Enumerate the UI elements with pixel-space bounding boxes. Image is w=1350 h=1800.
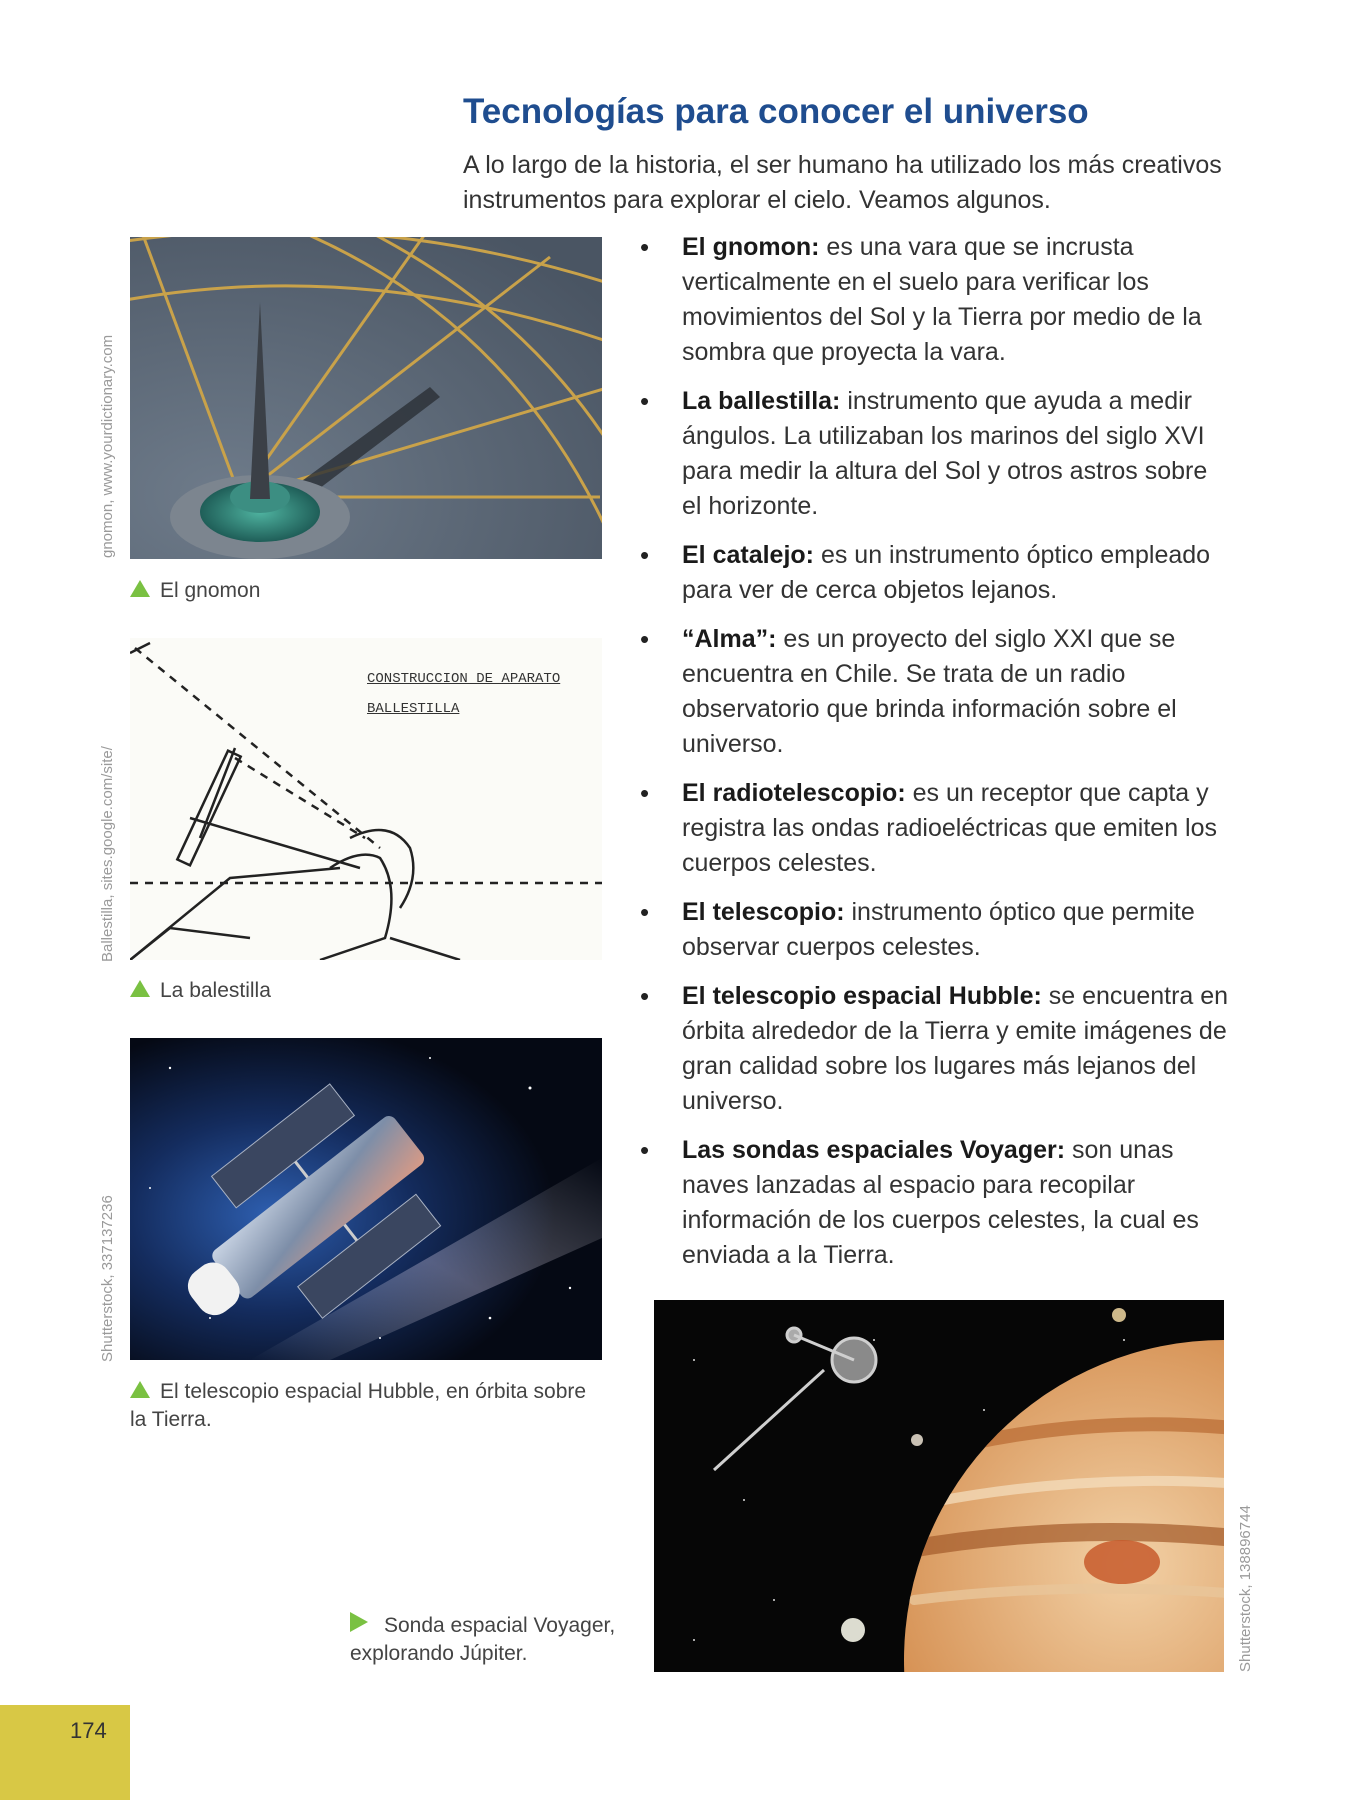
instrument-list	[640, 230, 1230, 1287]
page-number-bar	[0, 1705, 130, 1800]
definition: instrumento óptico que permite observar cuerpos celestes.	[682, 898, 1195, 961]
definition: es una vara que se incrusta verticalmente en el suelo para verificar los movimientos del Sol y la Tierra por medio de la sombra que proyecta la vara.	[682, 233, 1202, 366]
term: La ballestilla:	[682, 387, 841, 415]
term: El telescopio espacial Hubble:	[682, 982, 1042, 1010]
term: Las sondas espaciales Voyager:	[682, 1136, 1066, 1164]
list-item	[640, 622, 1230, 762]
page-number: 174	[70, 1718, 107, 1743]
ballestilla-label-1: CONSTRUCCION DE APARATO	[367, 671, 561, 687]
voyager-photo	[654, 1300, 1224, 1672]
list-item	[640, 895, 1230, 965]
definition: se encuentra en órbita alrededor de la Tierra y emite imágenes de gran calidad sobre los lugares más lejanos del universo.	[682, 982, 1229, 1115]
definition: son unas naves lanzadas al espacio para recopilar información de los cuerpos celestes, la cual es enviada a la Tierra.	[682, 1136, 1199, 1269]
triangle-right-marker-icon	[350, 1612, 368, 1632]
definition: es un receptor que capta y registra las ondas radioeléctricas que emiten los cuerpos celestes.	[682, 779, 1217, 877]
triangle-marker-icon	[130, 580, 150, 597]
ballestilla-label-2: BALLESTILLA	[367, 701, 460, 717]
definition: es un instrumento óptico empleado para ver de cerca objetos lejanos.	[682, 541, 1211, 604]
list-item	[640, 230, 1230, 370]
ballestilla-caption: La balestilla	[130, 977, 590, 1005]
hubble-photo	[130, 1038, 602, 1360]
definition: instrumento que ayuda a medir ángulos. La utilizaban los marinos del siglo XVI para medir la altura del Sol y otros astros sobre el horizonte.	[682, 387, 1208, 520]
term: “Alma”:	[682, 625, 777, 653]
hubble-credit: Shutterstock, 337137236	[99, 1195, 116, 1362]
list-item	[640, 776, 1230, 881]
term: El catalejo:	[682, 541, 814, 569]
list-item	[640, 979, 1230, 1119]
list-item	[640, 538, 1230, 608]
hubble-caption: El telescopio espacial Hubble, en órbita sobre la Tierra.	[130, 1380, 587, 1431]
triangle-marker-icon	[130, 1381, 150, 1398]
ballestilla-credit: Ballestilla, sites.google.com/site/	[99, 746, 116, 962]
term: El radiotelescopio:	[682, 779, 906, 807]
voyager-credit: Shutterstock, 138896744	[1237, 1505, 1254, 1672]
gnomon-credit: gnomon, www.yourdictionary.com	[99, 334, 116, 558]
term: El gnomon:	[682, 233, 820, 261]
term: El telescopio:	[682, 898, 845, 926]
gnomon-photo	[130, 237, 602, 559]
gnomon-caption: El gnomon	[130, 577, 590, 605]
ballestilla-illustration	[130, 638, 602, 960]
page-title: Tecnologías para conocer el universo	[463, 92, 1089, 131]
list-item	[640, 1133, 1230, 1273]
voyager-caption: Sonda espacial Voyager, explorando Júpiter.	[350, 1614, 616, 1665]
definition: es un proyecto del siglo XXI que se encuentra en Chile. Se trata de un radio observatorio que brinda información sobre el universo.	[682, 625, 1177, 758]
triangle-marker-icon	[130, 980, 150, 997]
list-item	[640, 384, 1230, 524]
intro-paragraph: A lo largo de la historia, el ser humano ha utilizado los más creativos instrumentos para explorar el cielo. Veamos algunos.	[463, 151, 1222, 214]
